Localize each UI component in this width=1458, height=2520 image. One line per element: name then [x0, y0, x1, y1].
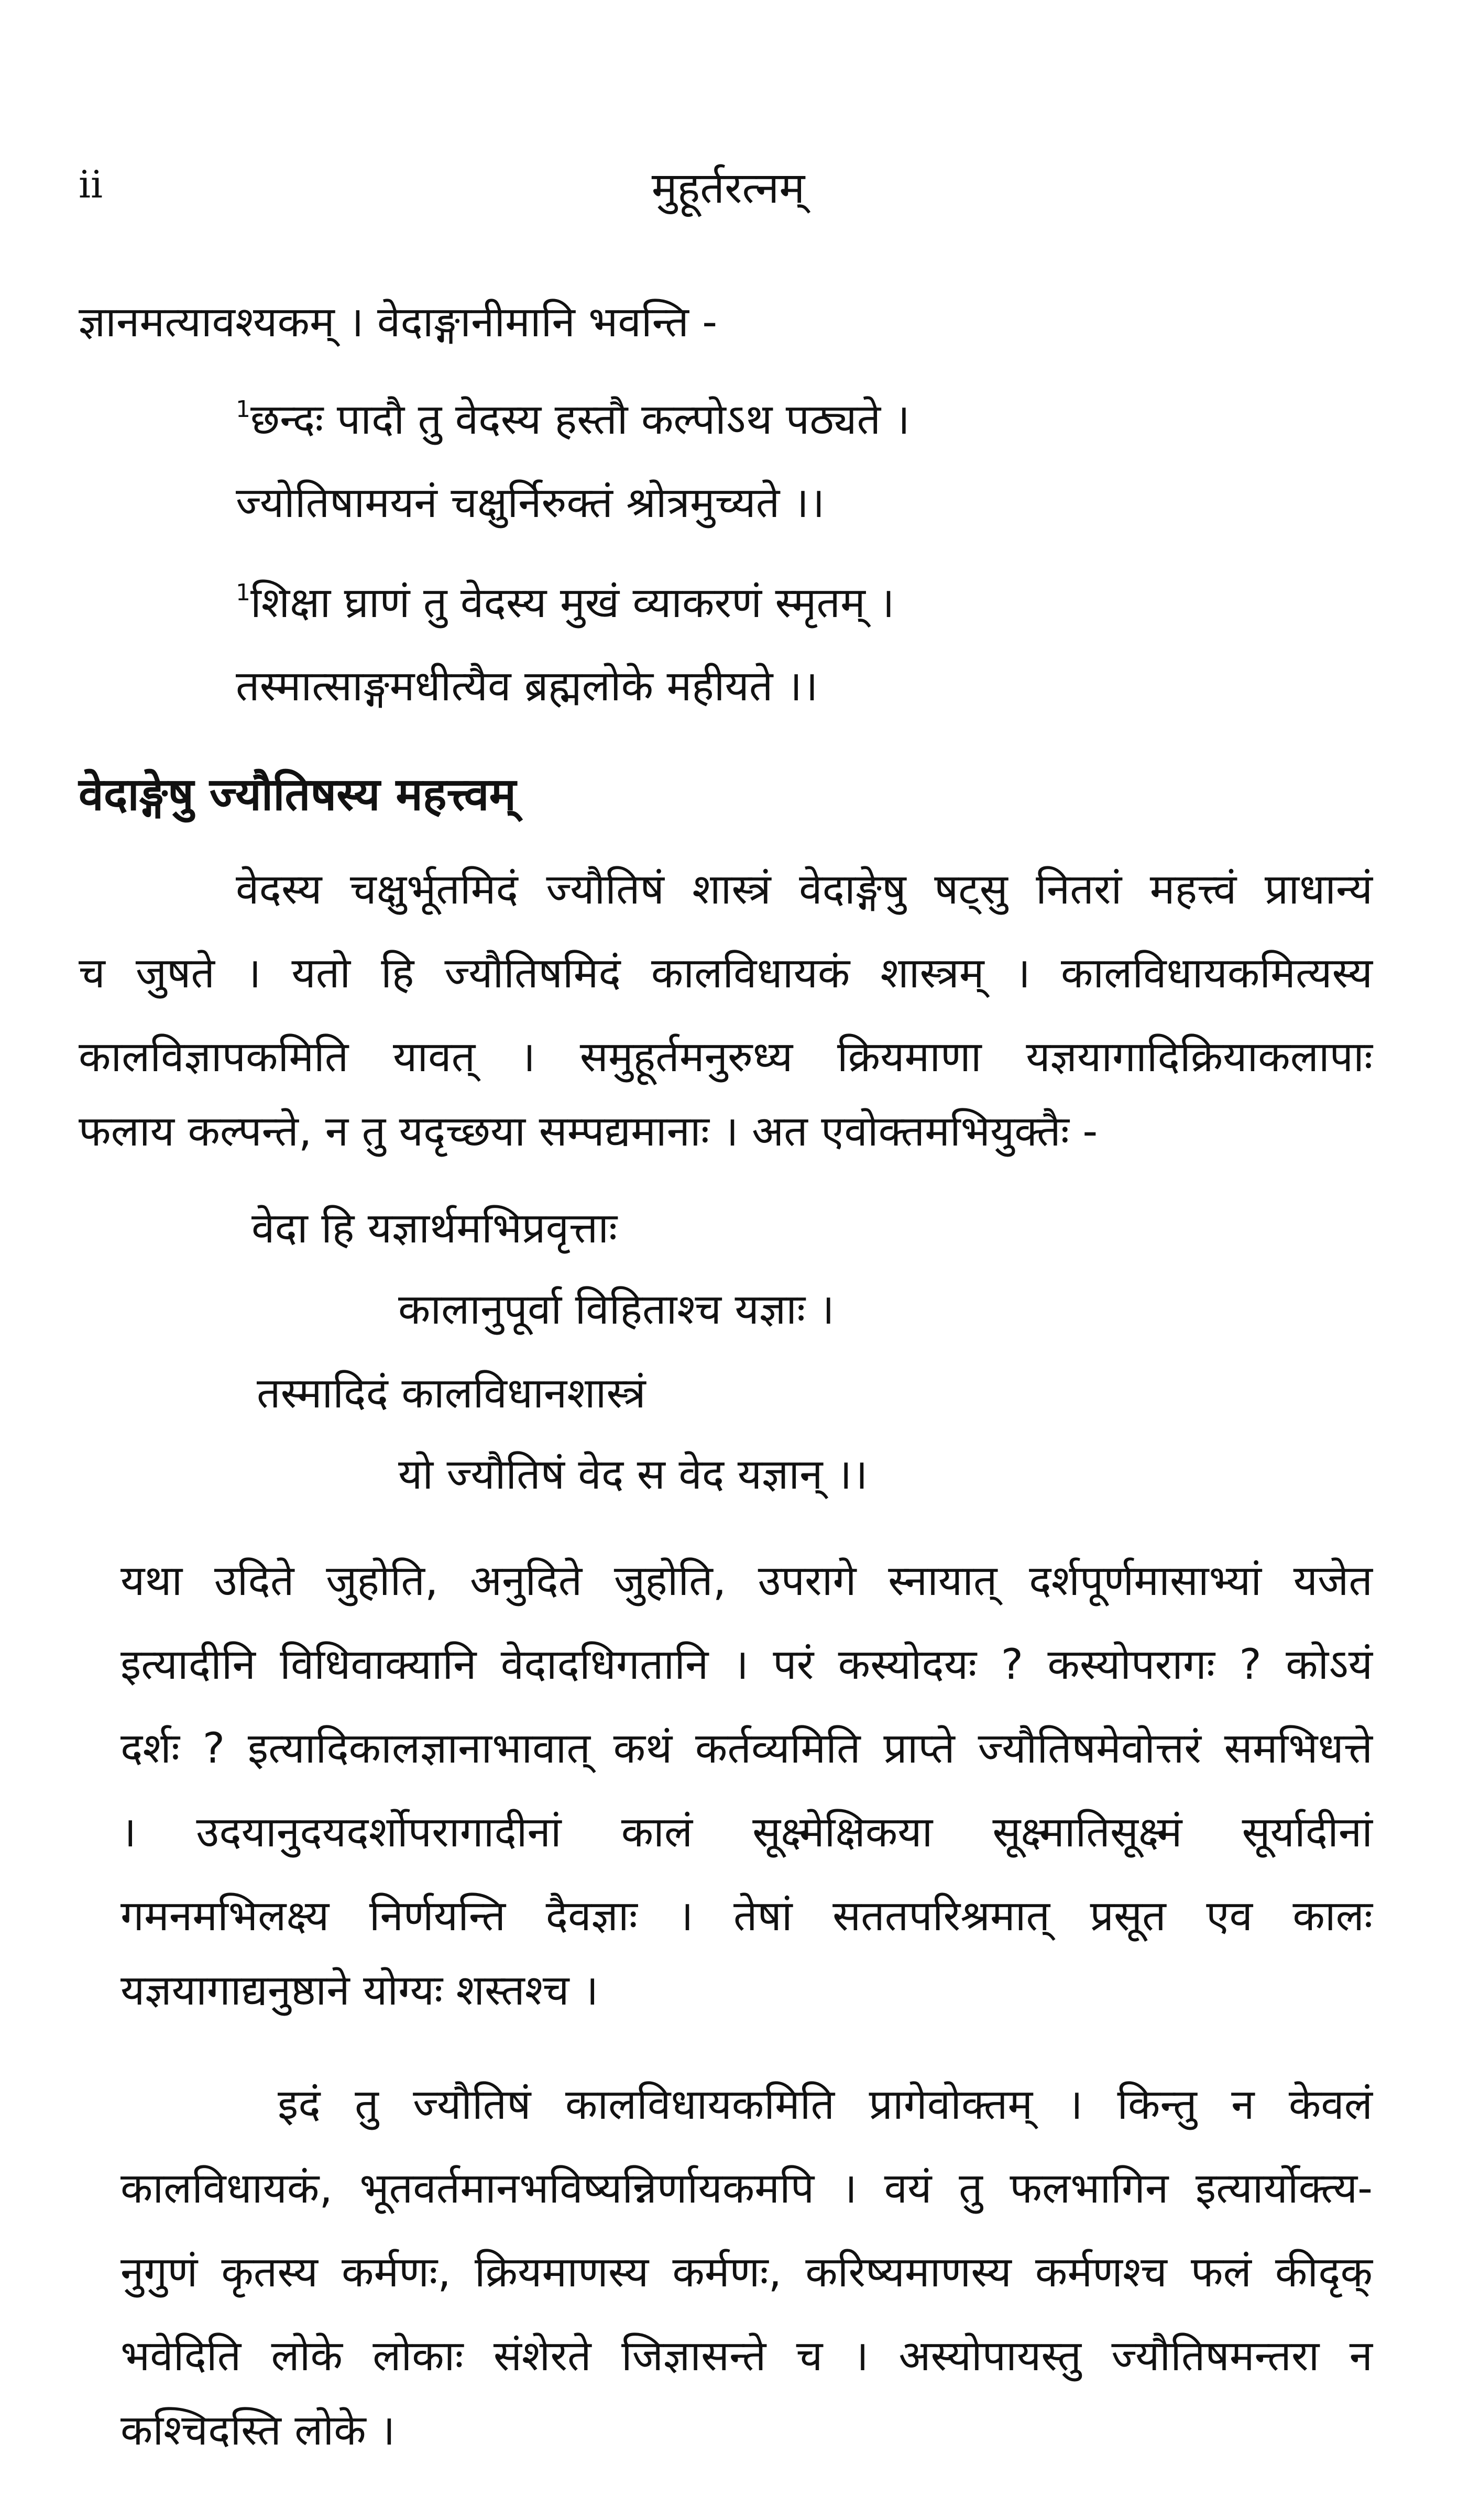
verse-3-line-2: कालानुपूर्वा विहिताश्च यज्ञाः ।	[398, 1285, 835, 1334]
para-3-line-1: इदं तु ज्यौतिषं कालविधायकमिति प्रागेवोक्तम् । किन्तु न केवलं	[278, 2080, 1373, 2129]
footnote-marker: 1	[236, 579, 250, 606]
para-2-line-3: दर्शः ? इत्यादिकालज्ञानाभावात् कथं कर्तव्यमिति प्राप्ते ज्यौतिषमेवोत्तरं समभिधत्ते	[120, 1724, 1373, 1773]
verse-3-line-3: तस्मादिदं कालविधानशास्त्रं	[257, 1369, 646, 1417]
verse-2-line-2: तस्मात्साङ्गमधीत्यैव ब्रह्मलोके महीयते ।।	[236, 662, 818, 710]
para-3-line-4: भवेदिति लोके लोकाः संशेरते जिज्ञासन्ते च । अस्योपायस्तु ज्यौतिषमन्तरा न	[120, 2331, 1373, 2380]
para-2-line-4: । उदयानुदयदर्शोपरागादीनां कालं सूक्ष्मेक्षिकया सूक्ष्मातिसूक्ष्मं सूर्यादीनां	[120, 1808, 1373, 1856]
verse-3-line-1: वेदा हि यज्ञार्थमभिप्रवृत्ताः	[251, 1204, 618, 1252]
para-2-line-2: इत्यादीनि विधिवाक्यानि वेदादधिगतानि । परं कस्योदयः ? कस्योपरागः ? कोऽयं	[120, 1640, 1373, 1689]
para-1-line-2: च जुषते । यतो हि ज्यौतिषमिदं कालविधायकं शास्त्रम् । कालविधायकमित्यस्य	[79, 949, 1373, 997]
verse-3-line-4: यो ज्यौतिषं वेद स वेद यज्ञान् ।।	[398, 1450, 868, 1499]
running-title: मुहूर्तरत्नम्	[651, 163, 805, 213]
verse-1-line-1: $^1$छन्दः पादौ तु वेदस्य हस्तौ कल्पोऽथ पठ्यते ।	[236, 395, 910, 444]
verse-1-line-2: ज्योतिषामयनं चक्षुर्निरुक्तं श्रोत्रमुच्यते ।।	[236, 478, 825, 527]
verse-2-line-1: $^1$शिक्षा घ्राणं तु वेदस्य मुखं व्याकरणं स्मृतम् ।	[236, 578, 895, 627]
para-1-line-3: कालविज्ञापकमिति यावत् । समुहूर्तमनुरुध्य क्रियमाणा यज्ञयागादिक्रियाकलापाः	[79, 1032, 1373, 1081]
section-heading: वेदाङ्गेषु ज्यौतिषस्य महत्त्वम्	[79, 768, 516, 821]
para-1-line-1: वेदस्य चक्षुर्भूतमिदं ज्यौतिषं शास्त्रं वेदाङ्गेषु षट्सु नितरां महत्त्वं प्राधान्यं	[236, 865, 1373, 914]
para-2-line-1: यथा उदिते जुहोति, अनुदिते जुहोति, उपरागे स्नायात् दर्शपूर्णमासाभ्यां यजेत	[120, 1556, 1373, 1605]
para-3-line-5: कश्चिदस्ति लोके ।	[120, 2406, 396, 2455]
para-3-line-3: नुगुणं कृतस्य कर्मणः, क्रियमाणस्य कर्मणः, करिष्यमाणस्य कर्मणश्च फलं कीदृक्	[120, 2248, 1373, 2296]
para-3-line-2: कालविधायकं, भूतवर्तमानभविष्यन्निर्णायकमपि । वयं तु फलभागिन इत्यार्योक्त्य-	[120, 2164, 1373, 2213]
footnote-marker: 1	[236, 396, 250, 423]
intro-line: ज्ञानमत्यावश्यकम् । वेदाङ्गानीमानि भवन्ति -	[79, 298, 718, 346]
page-header	[79, 157, 1378, 215]
para-2-line-6: यज्ञयागाद्यनुष्ठाने योग्यः शस्तश्च ।	[120, 1966, 599, 2015]
para-1-line-4: फलाय कल्पन्ते, न तु यदृच्छया सम्पद्यमानाः । अत एवोक्तमभियुक्तैः -	[79, 1107, 1098, 1156]
page-number: ii	[79, 162, 103, 206]
para-2-line-5: गमनमभिलक्ष्य निर्णयन्ति दैवज्ञाः । तेषां सततपरिश्रमात् प्रसूत एव कालः	[120, 1891, 1373, 1940]
